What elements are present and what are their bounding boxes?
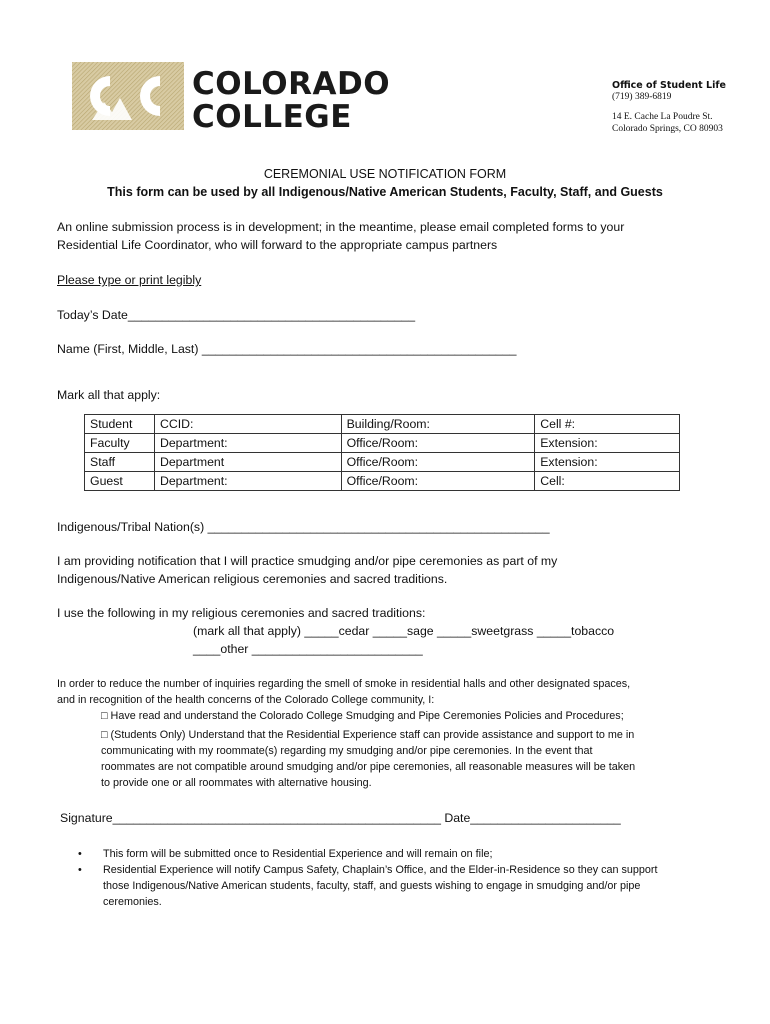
cc-logo-icon xyxy=(72,62,184,130)
table-row xyxy=(85,472,680,491)
table-cell[interactable]: Guest xyxy=(85,472,155,491)
office-address-2: Colorado Springs, CO 80903 xyxy=(612,123,723,134)
use-statement: I use the following in my religious ceremonies and sacred traditions: xyxy=(57,606,426,620)
table-row xyxy=(85,415,680,434)
bullet-icon: • xyxy=(78,848,82,860)
legibly-note: Please type or print legibly xyxy=(57,273,202,287)
office-title: Office of Student Life xyxy=(612,80,726,91)
table-cell[interactable]: Department xyxy=(154,453,341,472)
mark-all-label: Mark all that apply: xyxy=(57,388,161,402)
table-cell[interactable]: Cell: xyxy=(535,472,680,491)
reduce-line-1: In order to reduce the number of inquiries regarding the smell of smoke in residential halls and other designated spaces, xyxy=(57,678,631,690)
table-cell[interactable]: Office/Room: xyxy=(341,453,535,472)
table-cell[interactable]: Department: xyxy=(154,434,341,453)
policy-checkbox[interactable]: □ Have read and understand the Colorado College Smudging and Pipe Ceremonies Policies and Procedures; xyxy=(101,710,624,722)
bullet-text-2: Residential Experience will notify Campus Safety, Chaplain’s Office, and the Elder-in-Residence so they can support those Indigenous/Native American students, faculty, staff, and guests wishing to engage in smudging and/or pipe ceremonies. xyxy=(103,864,658,908)
roommate-checkbox[interactable]: □ (Students Only) Understand that the Residential Experience staff can provide assistance and support to me in xyxy=(101,729,635,741)
bullet-text-1: This form will be submitted once to Residential Experience and will remain on file; xyxy=(103,848,493,860)
other-material-field[interactable]: ____other _________________________ xyxy=(193,642,423,656)
reduce-line-2: and in recognition of the health concerns of the Colorado College community, I: xyxy=(57,694,435,706)
intro-line-2: Residential Life Coordinator, who will forward to the appropriate campus partners xyxy=(57,238,498,252)
roommate-line-2: communicating with my roommate(s) regarding my smudging and/or pipe ceremonies. In the event that xyxy=(101,745,593,757)
table-cell[interactable]: Building/Room: xyxy=(341,415,535,434)
table-cell[interactable]: Office/Room: xyxy=(341,472,535,491)
roommate-line-3: roommates are not compatible around smudging and/or pipe ceremonies, all reasonable measures will be taken xyxy=(101,761,636,773)
logo-wordmark xyxy=(192,68,390,134)
office-phone: (719) 389-6819 xyxy=(612,91,672,102)
name-field[interactable]: Name (First, Middle, Last) ______________________________________________ xyxy=(57,342,517,356)
intro-line-1: An online submission process is in development; in the meantime, please email completed forms to your xyxy=(57,220,625,234)
roommate-line-4: to provide one or all roommates with alternative housing. xyxy=(101,777,372,789)
table-cell[interactable]: CCID: xyxy=(154,415,341,434)
notification-line-1: I am providing notification that I will practice smudging and/or pipe ceremonies as part of my xyxy=(57,554,558,568)
logo-line-2: COLLEGE xyxy=(192,99,352,135)
office-info xyxy=(612,80,726,135)
logo-line-1: COLORADO xyxy=(192,66,391,102)
college-logo xyxy=(72,62,391,135)
materials-field[interactable]: (mark all that apply) _____cedar _____sage _____sweetgrass _____tobacco xyxy=(193,624,615,638)
notification-line-2: Indigenous/Native American religious ceremonies and sacred traditions. xyxy=(57,572,448,586)
table-cell[interactable]: Faculty xyxy=(85,434,155,453)
table-cell[interactable]: Student xyxy=(85,415,155,434)
table-row xyxy=(85,434,680,453)
todays-date-field[interactable]: Today’s Date__________________________________________ xyxy=(57,308,416,322)
table-cell[interactable]: Extension: xyxy=(535,453,680,472)
table-cell[interactable]: Office/Room: xyxy=(341,434,535,453)
signature-date-field[interactable]: Signature________________________________________________ Date______________________ xyxy=(60,811,621,825)
role-table xyxy=(84,414,680,491)
table-row xyxy=(85,453,680,472)
bullet-icon: • xyxy=(78,864,82,876)
table-cell[interactable]: Extension: xyxy=(535,434,680,453)
tribal-nation-field[interactable]: Indigenous/Tribal Nation(s) __________________________________________________ xyxy=(57,520,550,534)
form-title: CEREMONIAL USE NOTIFICATION FORM xyxy=(263,167,507,181)
office-address-1: 14 E. Cache La Poudre St. xyxy=(612,112,713,122)
form-subtitle: This form can be used by all Indigenous/Native American Students, Faculty, Staff, and Guests xyxy=(107,185,663,199)
table-cell[interactable]: Cell #: xyxy=(535,415,680,434)
table-cell[interactable]: Department: xyxy=(154,472,341,491)
table-cell[interactable]: Staff xyxy=(85,453,155,472)
